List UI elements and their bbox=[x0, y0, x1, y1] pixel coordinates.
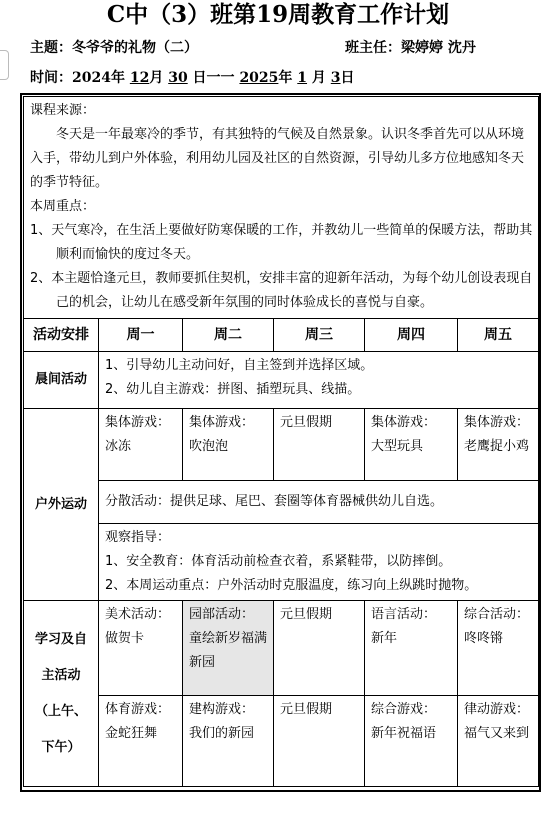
time-sep-1: 月 bbox=[149, 70, 169, 86]
week-focus-label: 本周重点： bbox=[30, 199, 96, 214]
outdoor-free-row bbox=[24, 481, 539, 524]
week-focus-item-1: 1、天气寒冷，在生活上要做好防寒保暖的工作，并教幼儿一些简单的保暖方法，帮助其顺利而愉快的度过冬天。 bbox=[30, 223, 533, 262]
outdoor-thu-type: 集体游戏： bbox=[371, 415, 437, 430]
outdoor-cell-mon bbox=[99, 409, 183, 481]
outdoor-games-row bbox=[24, 409, 539, 481]
learning-r1-fri-name: 咚咚锵 bbox=[464, 631, 504, 646]
guidance-title: 观察指导： bbox=[105, 530, 171, 545]
learning-r1-thu-type: 语言活动： bbox=[371, 607, 437, 622]
time-sep-2: 日一一 bbox=[187, 70, 240, 86]
learning-r1-mon-type: 美术活动： bbox=[105, 607, 171, 622]
learning-r2-mon-type: 体育游戏： bbox=[105, 702, 171, 717]
time-prefix: 时间：2024年 bbox=[30, 70, 130, 86]
learning-r1-mon bbox=[99, 601, 183, 696]
intro-section bbox=[24, 97, 539, 319]
outdoor-fri-name: 老鹰捉小鸡 bbox=[464, 439, 530, 454]
learning-r2-fri-type: 律动游戏： bbox=[464, 702, 530, 717]
outdoor-cell-thu bbox=[365, 409, 458, 481]
learning-r2-wed bbox=[274, 696, 365, 787]
learning-r2-fri bbox=[458, 696, 539, 787]
outdoor-tue-type: 集体游戏： bbox=[189, 415, 255, 430]
guidance-item-1: 1、安全教育：体育活动前检查衣着，系紧鞋带，以防摔倒。 bbox=[105, 554, 452, 569]
morning-activity-label: 晨间活动 bbox=[24, 352, 99, 409]
end-month: 1 bbox=[297, 70, 308, 86]
learning-r1-wed-type: 元旦假期 bbox=[280, 607, 333, 622]
outdoor-guidance bbox=[99, 524, 539, 601]
table-header-row bbox=[24, 319, 539, 352]
learning-r2-thu-type: 综合游戏： bbox=[371, 702, 437, 717]
day-header-mon: 周一 bbox=[99, 319, 183, 352]
time-sep-3: 年 bbox=[278, 70, 298, 86]
day-header-thu: 周四 bbox=[365, 319, 458, 352]
learning-r1-fri bbox=[458, 601, 539, 696]
learning-r1-thu-name: 新年 bbox=[371, 631, 398, 646]
outdoor-tue-name: 吹泡泡 bbox=[189, 439, 229, 454]
learning-r2-tue-name: 我们的新园 bbox=[189, 726, 255, 741]
intro-row bbox=[24, 97, 539, 319]
learning-label-line-3: （上午、 bbox=[34, 703, 87, 719]
morning-line-1: 1、引导幼儿主动问好，自主签到并选择区域。 bbox=[105, 358, 374, 373]
day-header-fri: 周五 bbox=[458, 319, 539, 352]
outdoor-mon-name: 冰冻 bbox=[105, 439, 132, 454]
time-suffix: 日 bbox=[340, 70, 355, 86]
learning-r2-mon bbox=[99, 696, 183, 787]
start-day: 30 bbox=[168, 70, 188, 86]
outdoor-wed-type: 元旦假期 bbox=[280, 415, 333, 430]
learning-r1-wed bbox=[274, 601, 365, 696]
outdoor-cell-fri bbox=[458, 409, 539, 481]
learning-row-2 bbox=[24, 696, 539, 787]
learning-r1-mon-name: 做贺卡 bbox=[105, 631, 145, 646]
course-source-text: 冬天是一年最寒冷的季节，有其独特的气候及自然景象。认识冬季首先可以从环境入手，带幼儿到户外体验，利用幼儿园及社区的自然资源，引导幼儿多方位地感知冬天的季节特征。 bbox=[30, 127, 525, 190]
learning-r1-tue bbox=[183, 601, 274, 696]
date-range bbox=[30, 68, 355, 88]
learning-label-line-4: 下午） bbox=[41, 739, 81, 755]
activity-arrangement-header: 活动安排 bbox=[24, 319, 99, 352]
learning-r1-thu bbox=[365, 601, 458, 696]
course-source-label: 课程来源： bbox=[30, 103, 96, 118]
learning-r1-tue-name: 童绘新岁福满新园 bbox=[189, 631, 268, 670]
learning-r2-thu bbox=[365, 696, 458, 787]
morning-activity-content bbox=[99, 352, 539, 409]
day-header-wed: 周三 bbox=[274, 319, 365, 352]
end-day: 3 bbox=[330, 70, 341, 86]
outdoor-cell-tue bbox=[183, 409, 274, 481]
week-focus-item-2: 2、本主题恰逢元旦，教师要抓住契机，安排丰富的迎新年活动，为每个幼儿创设表现自己的机会，让幼儿在感受新年氛围的同时体验成长的喜悦与自豪。 bbox=[30, 271, 533, 310]
outdoor-guide-row bbox=[24, 524, 539, 601]
page-title: C中（3）班第19周教育工作计划 bbox=[106, 1, 450, 28]
learning-r2-thu-name: 新年祝福语 bbox=[371, 726, 437, 741]
morning-line-2: 2、幼儿自主游戏：拼图、插塑玩具、线描。 bbox=[105, 382, 361, 397]
learning-activity-label bbox=[24, 601, 99, 787]
outdoor-thu-name: 大型玩具 bbox=[371, 439, 424, 454]
time-sep-4: 月 bbox=[307, 70, 331, 86]
outdoor-mon-type: 集体游戏： bbox=[105, 415, 171, 430]
outdoor-sport-label: 户外运动 bbox=[24, 409, 99, 601]
theme-label: 主题：冬爷爷的礼物（二） bbox=[30, 40, 198, 56]
outdoor-cell-wed bbox=[274, 409, 365, 481]
learning-r2-wed-type: 元旦假期 bbox=[280, 702, 333, 717]
learning-r2-mon-name: 金蛇狂舞 bbox=[105, 726, 158, 741]
end-year: 2025 bbox=[239, 70, 279, 86]
teacher-label: 班主任：梁婷婷 沈丹 bbox=[345, 40, 476, 56]
weekly-plan-table bbox=[23, 96, 539, 787]
outdoor-fri-type: 集体游戏： bbox=[464, 415, 530, 430]
start-month: 12 bbox=[129, 70, 150, 86]
learning-r2-tue bbox=[183, 696, 274, 787]
learning-r2-tue-type: 建构游戏： bbox=[189, 702, 255, 717]
learning-r1-fri-type: 综合活动： bbox=[464, 607, 530, 622]
day-header-tue: 周二 bbox=[183, 319, 274, 352]
learning-label-line-1: 学习及自 bbox=[34, 631, 87, 647]
learning-label-line-2: 主活动 bbox=[41, 667, 81, 683]
guidance-item-2: 2、本周运动重点：户外活动时克服温度，练习向上纵跳时抛物。 bbox=[105, 578, 478, 593]
learning-row-1 bbox=[24, 601, 539, 696]
learning-r2-fri-name: 福气又来到 bbox=[464, 726, 530, 741]
morning-row bbox=[24, 352, 539, 409]
side-tab-handle[interactable] bbox=[0, 50, 9, 80]
learning-r1-tue-type: 园部活动： bbox=[189, 607, 255, 622]
outdoor-free-activity: 分散活动：提供足球、尾巴、套圈等体育器械供幼儿自选。 bbox=[99, 481, 539, 524]
